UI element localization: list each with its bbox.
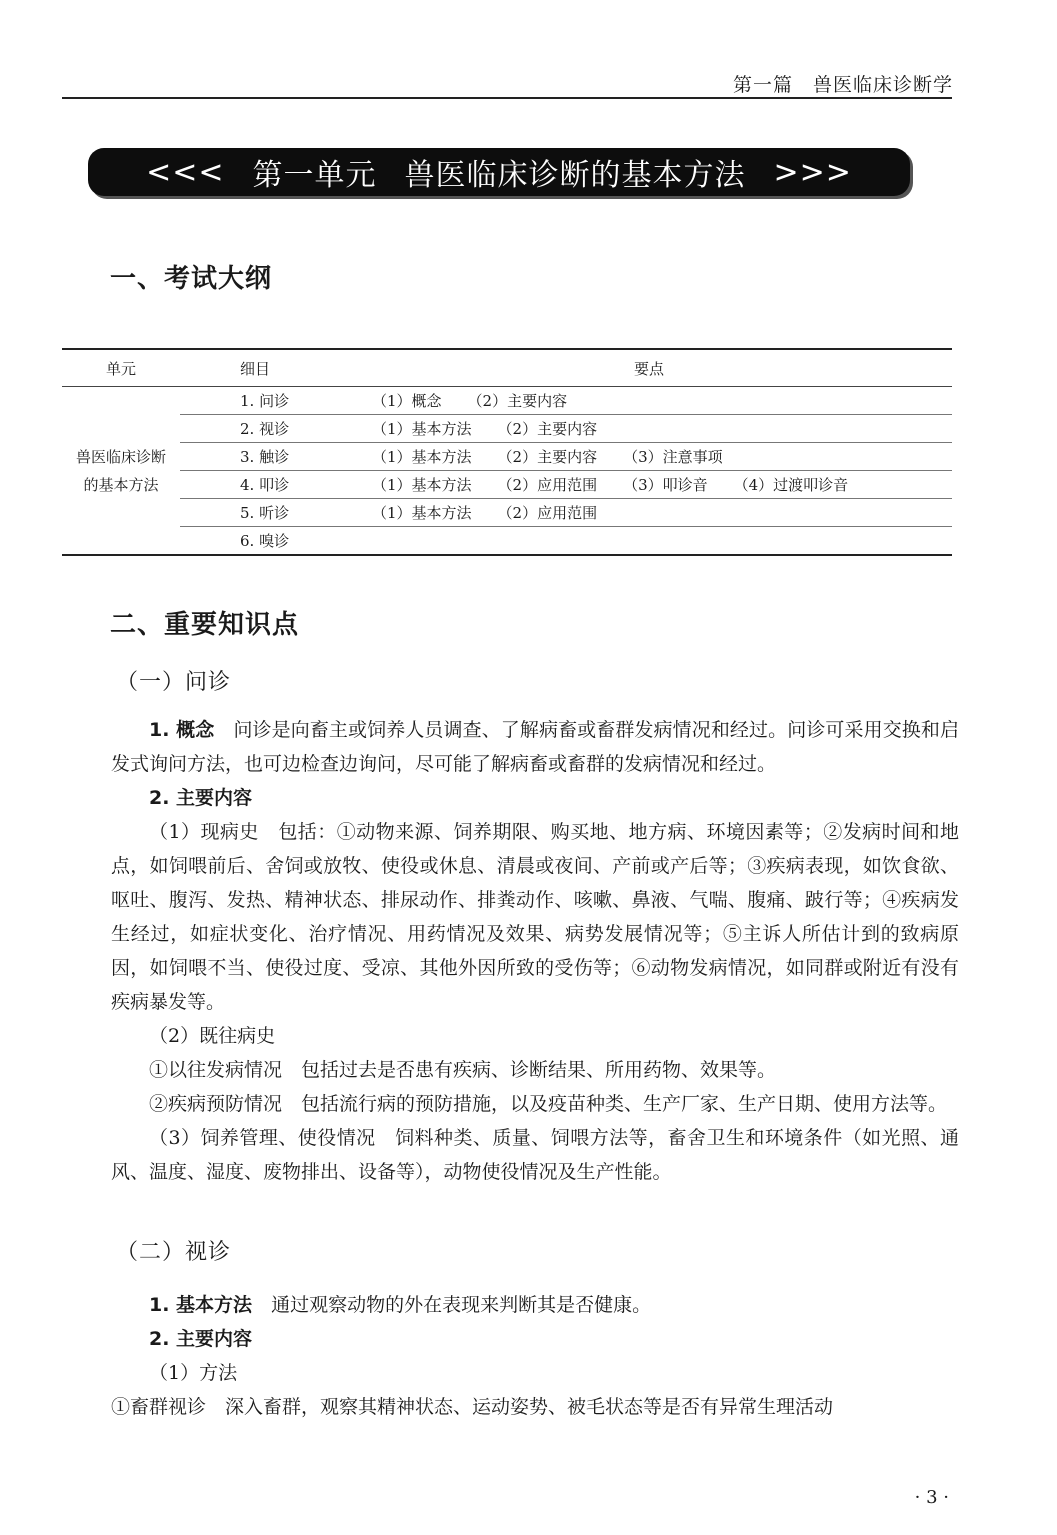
paragraph: （1）现病史 包括：①动物来源、饲养期限、购买地、地方病、环境因素等；②发病时间和地点，如饲喂前后、舍饲或放牧、使役或休息、清晨或夜间、产前或产后等；③疾病表现，如饮食欲、呕吐、腹泻、发热、精神状态、排尿动作、排粪动作、咳嗽、鼻液、气喘、腹痛、跛行等；④疾病发生经过，如症状变化、治疗情况、用药情况及效果、病势发展情况等；⑤主诉人所估计到的致病原因，如饲喂不当、使役过度、受凉、其他外因所致的受伤等；⑥动物发病情况，如同群或附近有没有疾病暴发等。: [111, 821, 959, 1013]
paragraph: （2）既往病史: [149, 1025, 276, 1047]
banner-unit: 第一单元: [252, 158, 377, 193]
point-item: （2）主要内容: [467, 392, 568, 410]
header-detail: 细目: [180, 349, 372, 387]
paragraph-label: 1. 概念: [149, 719, 215, 741]
points-cell: [372, 387, 952, 415]
section-heading-key-points: 二、重要知识点: [110, 610, 300, 640]
paragraph-label: 1. 基本方法: [149, 1294, 253, 1316]
unit-name-cell: [62, 387, 180, 556]
page-number: · 3 ·: [914, 1487, 949, 1508]
paragraph-text: 通过观察动物的外在表现来判断其是否健康。: [271, 1294, 652, 1316]
point-item: （3）叩诊音: [623, 476, 708, 494]
inspection-body: [111, 1288, 959, 1424]
table-row: [62, 387, 952, 415]
banner-left-arrows: <<<: [146, 154, 225, 190]
running-header: 第一篇 兽医临床诊断学: [732, 74, 953, 96]
paragraph: ②疾病预防情况 包括流行病的预防措施，以及疫苗种类、生产厂家、生产日期、使用方法等。: [149, 1093, 948, 1115]
paragraph: （3）饲养管理、使役情况 饲料种类、质量、饲喂方法等，畜舍卫生和环境条件（如光照、通风、温度、湿度、废物排出、设备等），动物使役情况及生产性能。: [111, 1127, 959, 1183]
header-rule: [62, 97, 952, 99]
subsection-heading-inspection: （二）视诊: [116, 1240, 232, 1265]
point-item: （4）过渡叩诊音: [733, 476, 849, 494]
table-row: [62, 471, 952, 499]
points-cell: [372, 499, 952, 527]
table-row: [62, 415, 952, 443]
detail-cell: 6. 嗅诊: [240, 532, 290, 550]
points-cell: [372, 471, 952, 499]
paragraph: ①畜群视诊 深入畜群，观察其精神状态、运动姿势、被毛状态等是否有异常生理活动: [111, 1396, 834, 1418]
detail-cell: 4. 叩诊: [180, 471, 372, 499]
paragraph: [111, 781, 959, 815]
inquiry-body: [111, 713, 959, 1189]
header-unit: 单元: [62, 349, 180, 387]
point-item: （3）注意事项: [623, 448, 723, 466]
points-cell: [372, 527, 952, 556]
table-row: [62, 527, 952, 556]
subsection-heading-inquiry: （一）问诊: [116, 670, 232, 695]
unit-name-line: 兽医临床诊断: [75, 447, 166, 466]
paragraph-text: 问诊是向畜主或饲养人员调查、了解病畜或畜群发病情况和经过。问诊可采用交换和启发式询问方法，也可边检查边询问，尽可能了解病畜或畜群的发病情况和经过。: [111, 719, 959, 775]
paragraph: [111, 1322, 959, 1356]
exam-outline-table: [62, 348, 952, 556]
unit-banner: [88, 148, 910, 196]
point-item: （1）基本方法: [372, 420, 472, 438]
detail-cell: 3. 触诊: [180, 443, 372, 471]
table-row: [62, 443, 952, 471]
point-item: （1）基本方法: [372, 448, 472, 466]
header-points: 要点: [372, 349, 952, 387]
point-item: （2）应用范围: [497, 476, 598, 494]
point-item: （1）基本方法: [372, 476, 472, 494]
point-item: （2）主要内容: [497, 448, 598, 466]
table-row: [62, 499, 952, 527]
paragraph: （1）方法: [149, 1362, 238, 1384]
paragraph-label: 2. 主要内容: [149, 1328, 253, 1350]
points-cell: [372, 443, 952, 471]
paragraph-label: 2. 主要内容: [149, 787, 253, 809]
section-heading-outline: 一、考试大纲: [110, 264, 273, 294]
paragraph: [111, 1288, 959, 1322]
banner-title: 兽医临床诊断的基本方法: [404, 158, 746, 193]
points-cell: [372, 415, 952, 443]
table-header-row: [62, 349, 952, 387]
banner-right-arrows: >>>: [773, 154, 852, 190]
point-item: （2）应用范围: [497, 504, 598, 522]
point-item: （2）主要内容: [497, 420, 598, 438]
point-item: （1）概念: [372, 392, 442, 410]
paragraph: [111, 713, 959, 781]
detail-cell: 2. 视诊: [180, 415, 372, 443]
detail-cell: 5. 听诊: [180, 499, 372, 527]
unit-name-line: 的基本方法: [83, 475, 159, 494]
point-item: （1）基本方法: [372, 504, 472, 522]
detail-cell: 1. 问诊: [180, 387, 372, 415]
paragraph: ①以往发病情况 包括过去是否患有疾病、诊断结果、所用药物、效果等。: [149, 1059, 777, 1081]
